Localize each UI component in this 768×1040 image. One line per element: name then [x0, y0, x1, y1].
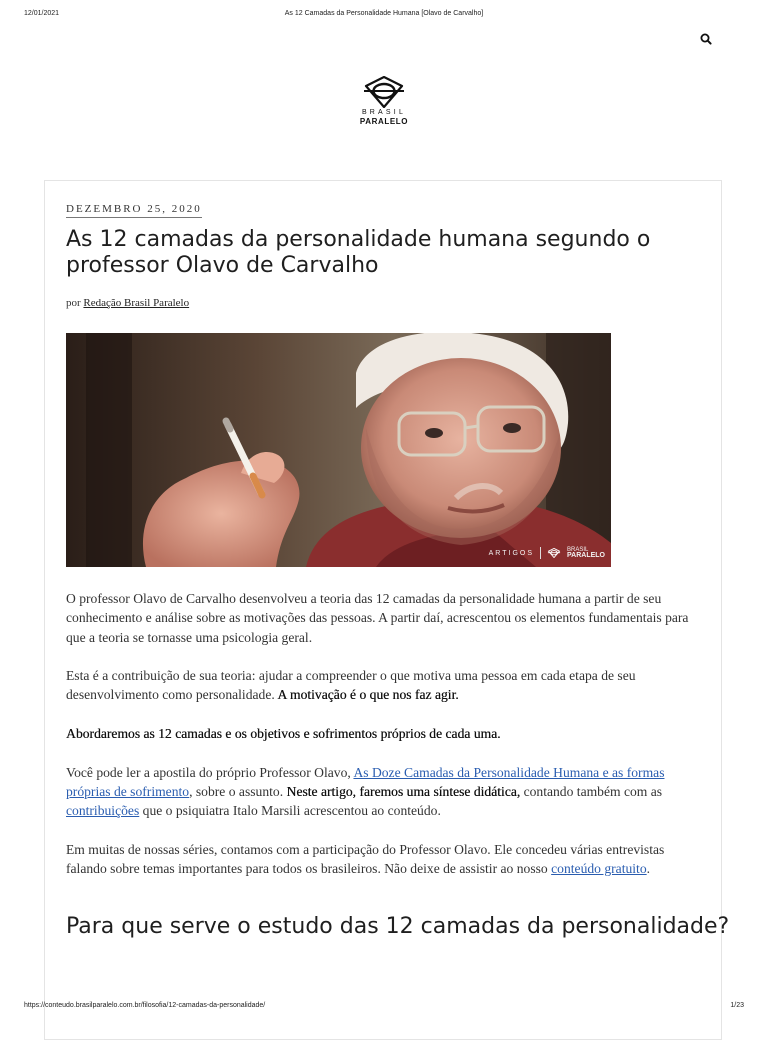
paragraph-2-bold: A motivação é o que nos faz agir. — [277, 687, 459, 703]
print-document-title: As 12 Camadas da Personalidade Humana [Olavo de Carvalho] — [284, 10, 484, 17]
print-page-number: 1/23 — [730, 1002, 744, 1009]
byline-prefix: por — [66, 297, 81, 309]
paragraph-2 — [66, 666, 706, 705]
paragraph-4 — [66, 763, 706, 821]
search-button[interactable] — [699, 31, 713, 45]
watermark-label: ARTIGOS — [488, 549, 535, 557]
paragraph-4-bold: Neste artigo, faremos uma síntese didática, — [286, 783, 521, 799]
paragraph-3 — [66, 724, 706, 743]
byline — [66, 297, 189, 309]
paragraph-5 — [66, 840, 706, 879]
contribuicoes-link[interactable]: contribuições — [66, 803, 140, 819]
paragraph-4-text-a: Você pode ler a apostila do próprio Professor Olavo, — [66, 764, 351, 780]
article-card — [44, 180, 730, 1040]
post-date[interactable]: DEZEMBRO 25, 2020 — [66, 203, 202, 218]
hero-photo — [66, 333, 611, 567]
paragraph-3-bold: Abordaremos as 12 camadas e os objetivos e sofrimentos próprios de cada uma. — [66, 726, 501, 742]
paragraph-4-text-b: , sobre o assunto. — [189, 783, 284, 799]
paragraph-4-text-c: contando também com as — [523, 783, 663, 799]
paragraph-1: O professor Olavo de Carvalho desenvolveu a teoria das 12 camadas da personalidade humana a partir de seu conhecimento e análise sobre as motivações das pessoas. A partir daí, acrescentou os elementos fundamentais para que a teoria se tornasse uma psicologia geral. — [66, 591, 689, 645]
paragraph-2-text: Esta é a contribuição de sua teoria: ajudar a compreender o que motiva uma pessoa em cada etapa de seu desenvolvimento como personalidade. — [66, 668, 636, 703]
logo-line-2: PARALELO — [359, 117, 409, 126]
author-link[interactable]: Redação Brasil Paralelo — [83, 297, 190, 309]
search-icon — [699, 32, 713, 46]
watermark-divider — [540, 547, 541, 559]
paragraph-5-text: Em muitas de nossas séries, contamos com a participação do Professor Olavo. Ele concedeu várias entrevistas falando sobre temas importantes para todos os brasileiros. Não deixe de assistir ao nosso — [66, 841, 665, 877]
paragraph-5-end: . — [646, 861, 651, 877]
conteudo-gratuito-link[interactable]: conteúdo gratuito — [551, 861, 647, 877]
hero-watermark — [489, 547, 605, 559]
apostila-link[interactable]: As Doze Camadas da Personalidade Humana e as formas próprias de sofrimento — [66, 764, 665, 799]
watermark-logo-icon — [547, 548, 561, 558]
hero-image — [66, 333, 611, 567]
logo-line-1: BRASIL — [361, 109, 407, 116]
logo-emblem-icon — [361, 76, 407, 108]
article-title: As 12 camadas da personalidade humana segundo o professor Olavo de Carvalho — [66, 227, 651, 278]
brand-logo[interactable] — [344, 76, 424, 132]
watermark-brand-1: BRASIL — [567, 547, 589, 553]
print-date: 12/01/2021 — [24, 10, 60, 17]
section-heading: Para que serve o estudo das 12 camadas da personalidade? — [66, 914, 730, 939]
print-footer — [24, 1002, 744, 1014]
article-body — [66, 589, 706, 898]
watermark-brand — [567, 547, 605, 559]
print-url: https://conteudo.brasilparalelo.com.br/filosofia/12-camadas-da-personalidade/ — [24, 1002, 266, 1009]
paragraph-4-text-d: que o psiquiatra Italo Marsili acrescentou ao conteúdo. — [142, 803, 441, 819]
watermark-brand-2: PARALELO — [567, 552, 605, 559]
print-header — [24, 10, 744, 22]
